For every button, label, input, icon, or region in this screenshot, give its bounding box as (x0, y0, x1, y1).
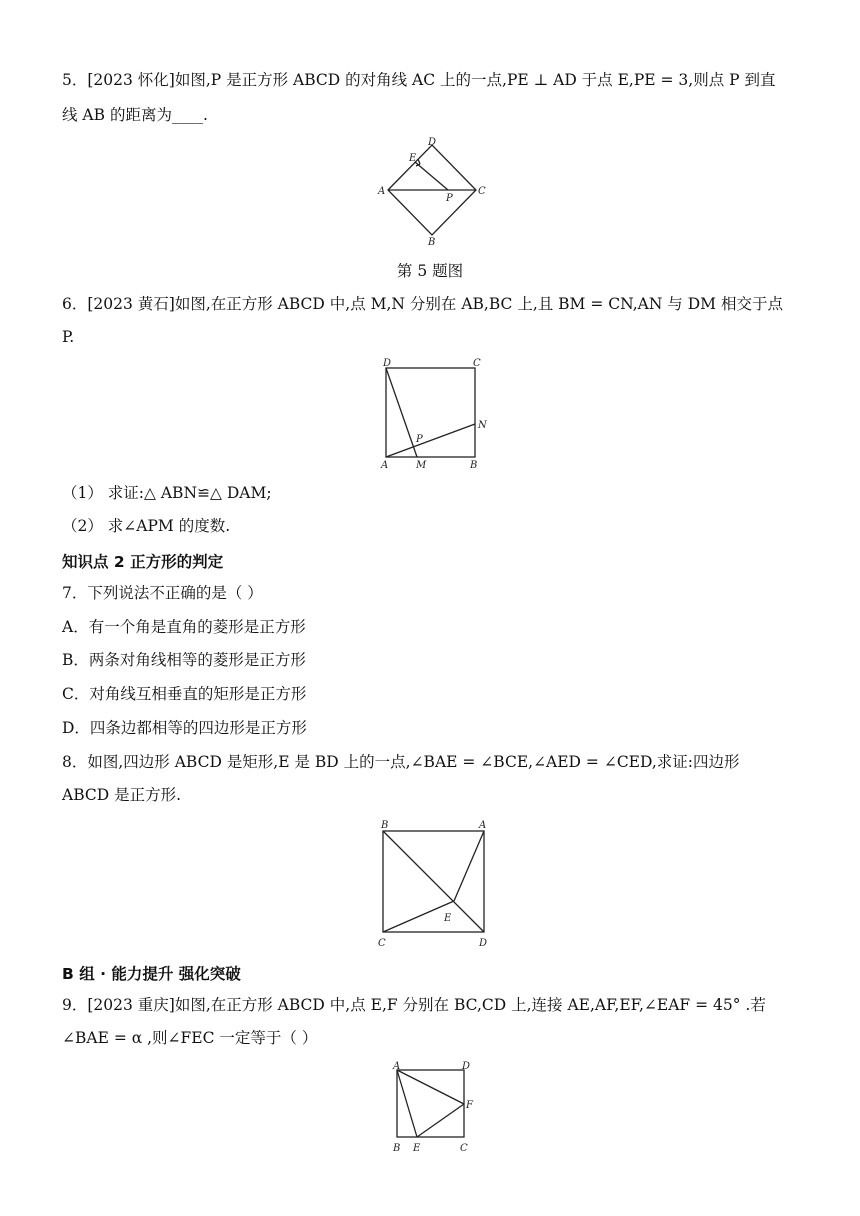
q9-label-A: A (393, 1061, 401, 1072)
q6-sub2: （2） 求∠APM 的度数. (62, 517, 231, 535)
q6-label-M: M (416, 460, 427, 471)
q8-figure (372, 815, 497, 950)
q9-text-line1: 9．[2023 重庆]如图,在正方形 ABCD 中,点 E,F 分别在 BC,CD 上,连接 AE,AF,EF,∠EAF = 45° .若 (62, 996, 766, 1014)
q5-label-C: C (478, 186, 486, 197)
q8-label-B: B (381, 820, 389, 831)
q5-text-line1: 5．[2023 怀化]如图,P 是正方形 ABCD 的对角线 AC 上的一点,PE ⊥ AD 于点 E,PE = 3,则点 P 到直 (62, 71, 776, 89)
q6-label-P: P (416, 434, 423, 445)
q9-text-line2: ∠BAE = α ,则∠FEC 一定等于（ ） (62, 1029, 318, 1047)
q9-label-C: C (460, 1143, 468, 1154)
q8-label-D: D (479, 938, 488, 949)
q6-label-D: D (383, 358, 392, 369)
q6-label-N: N (478, 420, 487, 431)
q5-text-line2: 线 AB 的距离为____. (62, 106, 208, 124)
q6-label-C: C (473, 358, 481, 369)
q6-label-B: B (470, 460, 478, 471)
q8-label-E: E (444, 913, 452, 924)
section-heading-a2: 知识点 2 正方形的判定 (62, 553, 224, 571)
q5-figure (370, 132, 500, 247)
q7-stem: 7．下列说法不正确的是（ ） (62, 584, 263, 602)
q8-text-line2: ABCD 是正方形. (62, 786, 182, 804)
q9-label-E: E (413, 1143, 421, 1154)
q7-option-a: A．有一个角是直角的菱形是正方形 (62, 618, 306, 636)
q8-label-A: A (479, 820, 487, 831)
q5-caption: 第 5 题图 (396, 262, 464, 280)
section-heading-b: B 组 · 能力提升 强化突破 (62, 965, 241, 983)
q5-label-P: P (446, 193, 453, 204)
q5-label-E: E (409, 153, 417, 164)
q6-text-line2: P. (62, 328, 75, 346)
q7-option-d: D．四条边都相等的四边形是正方形 (62, 719, 307, 737)
q8-text-line1: 8．如图,四边形 ABCD 是矩形,E 是 BD 上的一点,∠BAE = ∠BCE,∠AED = ∠CED,求证:四边形 (62, 753, 740, 771)
q5-label-A: A (378, 186, 386, 197)
q9-label-D: D (462, 1061, 471, 1072)
q6-label-A: A (381, 460, 389, 471)
q7-option-b: B．两条对角线相等的菱形是正方形 (62, 651, 306, 669)
q7-option-c: C．对角线互相垂直的矩形是正方形 (62, 685, 307, 703)
q5-label-D: D (428, 137, 437, 148)
q6-figure (375, 356, 495, 471)
q6-sub1: （1） 求证:△ ABN≌△ DAM; (62, 484, 272, 502)
q6-text-line1: 6．[2023 黄石]如图,在正方形 ABCD 中,点 M,N 分别在 AB,BC 上,且 BM = CN,AN 与 DM 相交于点 (62, 295, 783, 313)
q9-label-B: B (393, 1143, 401, 1154)
q8-label-C: C (378, 938, 386, 949)
q9-figure (385, 1058, 485, 1158)
q9-label-F: F (466, 1100, 473, 1111)
q5-label-B: B (428, 237, 436, 248)
